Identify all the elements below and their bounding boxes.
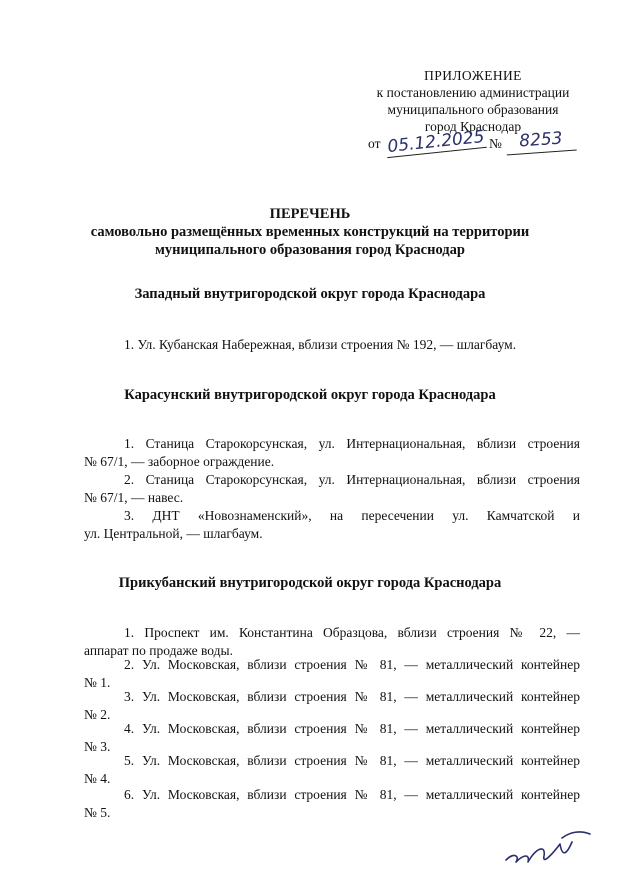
- appendix-block: [368, 67, 578, 135]
- list-item-continuation: № 5.: [84, 805, 111, 820]
- list-item-text: 4. Ул. Московская, вблизи строения № 81, — металлический контейнер: [124, 721, 580, 736]
- list-item-continuation: № 67/1, — навес.: [84, 490, 184, 505]
- list-item-continuation: № 3.: [84, 739, 111, 754]
- appendix-line-3: город Краснодар: [424, 119, 522, 134]
- list-item-text: 5. Ул. Московская, вблизи строения № 81, — металлический контейнер: [124, 753, 580, 768]
- page-subtitle-line-1: самовольно размещённых временных конструкций на территории: [90, 224, 530, 240]
- list-item: [84, 435, 580, 471]
- list-item: [84, 786, 580, 822]
- list-item-continuation: аппарат по продаже воды.: [84, 643, 233, 658]
- list-item: [84, 507, 580, 543]
- list-item-continuation: ул. Центральной, — шлагбаум.: [84, 526, 263, 541]
- list-item: [84, 471, 580, 507]
- list-item-text: 3. Ул. Московская, вблизи строения № 81, — металлический контейнер: [124, 689, 580, 704]
- list-item-continuation: № 1.: [84, 675, 111, 690]
- list-item: [84, 752, 580, 788]
- district-heading-karasunsky: Карасунский внутригородской округ города Краснодара: [124, 387, 496, 403]
- district-heading-prikubansky: Прикубанский внутригородской округ города Краснодара: [118, 575, 502, 591]
- page-title: ПЕРЕЧЕНЬ: [269, 206, 351, 222]
- list-item: [84, 688, 580, 724]
- list-item-text: 6. Ул. Московская, вблизи строения № 81, — металлический контейнер: [124, 787, 580, 802]
- date-label: от: [368, 136, 381, 151]
- list-item-text: 2. Станица Старокорсунская, ул. Интернациональная, вблизи строения: [124, 472, 580, 487]
- appendix-line-2: муниципального образования: [387, 102, 559, 117]
- appendix-line-1: к постановлению администрации: [376, 85, 570, 100]
- list-item: [84, 720, 580, 756]
- decree-date: 05.12.2025: [386, 126, 486, 158]
- appendix-title: ПРИЛОЖЕНИЕ: [424, 68, 522, 83]
- decree-number: 8253: [505, 128, 576, 156]
- list-item-continuation: № 4.: [84, 771, 111, 786]
- list-item-text: 1. Станица Старокорсунская, ул. Интернациональная, вблизи строения: [124, 436, 580, 451]
- list-item-text: 1. Ул. Кубанская Набережная, вблизи строения № 192, — шлагбаум.: [124, 337, 517, 352]
- list-item-continuation: № 2.: [84, 707, 111, 722]
- number-label: №: [489, 136, 502, 151]
- list-item: [84, 336, 580, 354]
- list-item-continuation: № 67/1, — заборное ограждение.: [84, 454, 275, 469]
- list-item-text: 3. ДНТ «Новознаменский», на пересечении ул. Камчатской и: [124, 508, 580, 523]
- list-item-text: 2. Ул. Московская, вблизи строения № 81, — металлический контейнер: [124, 657, 580, 672]
- list-item: [84, 624, 580, 660]
- district-heading-zapadny: Западный внутригородской округ города Краснодара: [134, 286, 486, 302]
- page-subtitle-line-2: муниципального образования город Краснодар: [155, 242, 465, 258]
- list-item-text: 1. Проспект им. Константина Образцова, вблизи строения № 22, —: [124, 625, 580, 640]
- list-item: [84, 656, 580, 692]
- signature-mark: [500, 826, 596, 872]
